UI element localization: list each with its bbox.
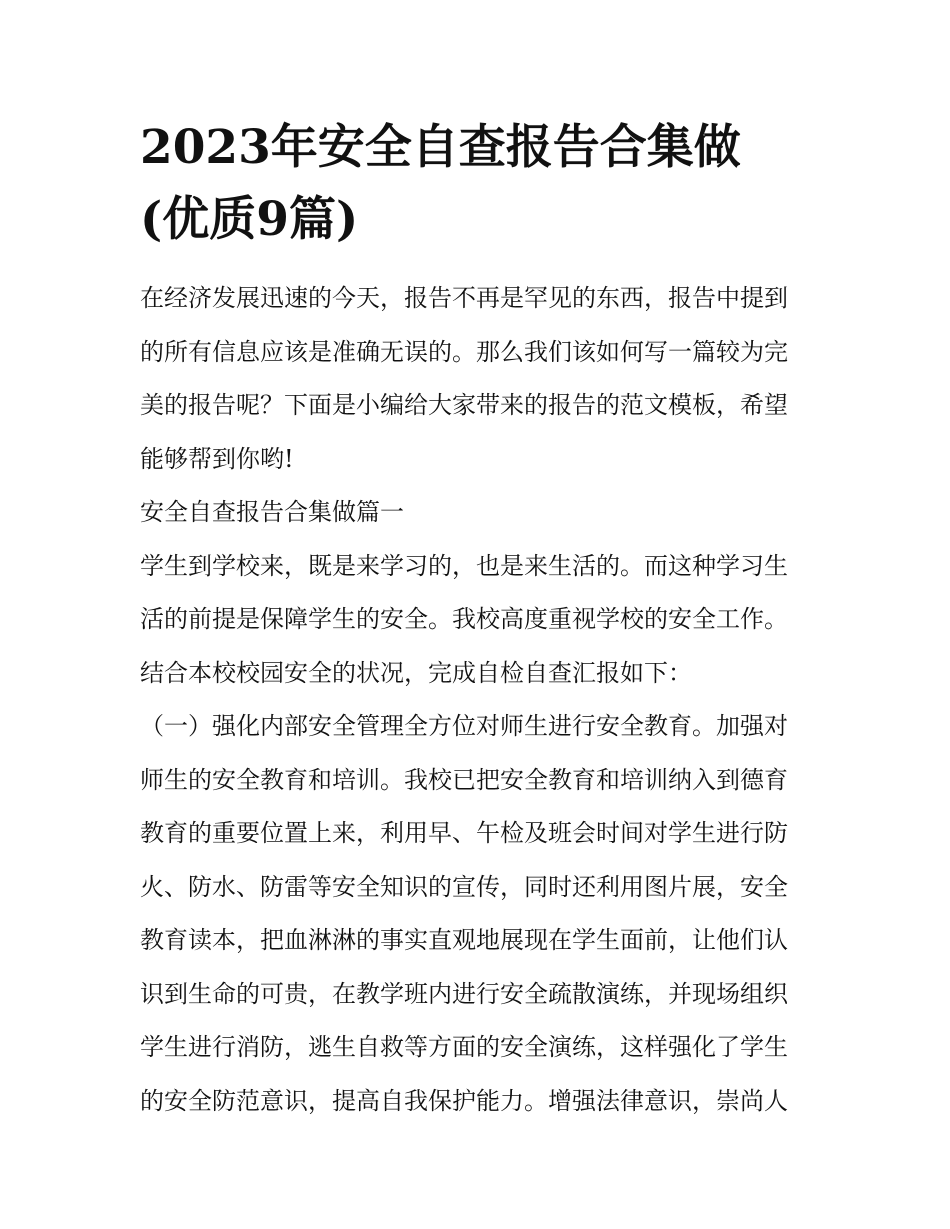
- paragraph-line-5: 师生的安全教育和培训。我校已把安全教育和培训纳入到德育: [140, 765, 788, 794]
- paragraph-line-3: 结合本校校园安全的状况，完成自检自查汇报如下：: [140, 658, 692, 687]
- paragraph-line-11: 的安全防范意识，提高自我保护能力。增强法律意识，崇尚人: [140, 1086, 788, 1115]
- document-body: [140, 272, 820, 1128]
- paragraph-line-2: 活的前提是保障学生的安全。我校高度重视学校的安全工作。: [140, 605, 788, 633]
- title-line-2: (优质9篇): [140, 192, 359, 247]
- paragraph-line-6: 教育的重要位置上来，利用早、午检及班会时间对学生进行防: [140, 819, 788, 847]
- paragraph-line-10: 学生进行消防，逃生自救等方面的安全演练，这样强化了学生: [140, 1033, 788, 1061]
- paragraph-line-8: 教育读本，把血淋淋的事实直观地展现在学生面前，让他们认: [140, 926, 788, 954]
- intro-line-1: 在经济发展迅速的今天，报告不再是罕见的东西，报告中提到: [140, 284, 788, 312]
- paragraph-line-9: 识到生命的可贵，在教学班内进行安全疏散演练，并现场组织: [140, 979, 788, 1008]
- intro-line-2: 的所有信息应该是准确无误的。那么我们该如何写一篇较为完: [140, 337, 788, 366]
- paragraph-line-7: 火、防水、防雷等安全知识的宣传，同时还利用图片展，安全: [140, 872, 788, 901]
- intro-line-4: 能够帮到你哟!: [140, 444, 294, 473]
- title-line-1: 2023年安全自查报告合集做: [140, 120, 741, 175]
- paragraph-line-4: （一）强化内部安全管理全方位对师生进行安全教育。加强对: [140, 712, 788, 740]
- section-heading: 安全自查报告合集做篇一: [140, 498, 404, 526]
- paragraph-line-1: 学生到学校来，既是来学习的，也是来生活的。而这种学习生: [140, 551, 788, 580]
- document-title: [140, 112, 820, 256]
- intro-line-3: 美的报告呢？下面是小编给大家带来的报告的范文模板，希望: [140, 391, 788, 419]
